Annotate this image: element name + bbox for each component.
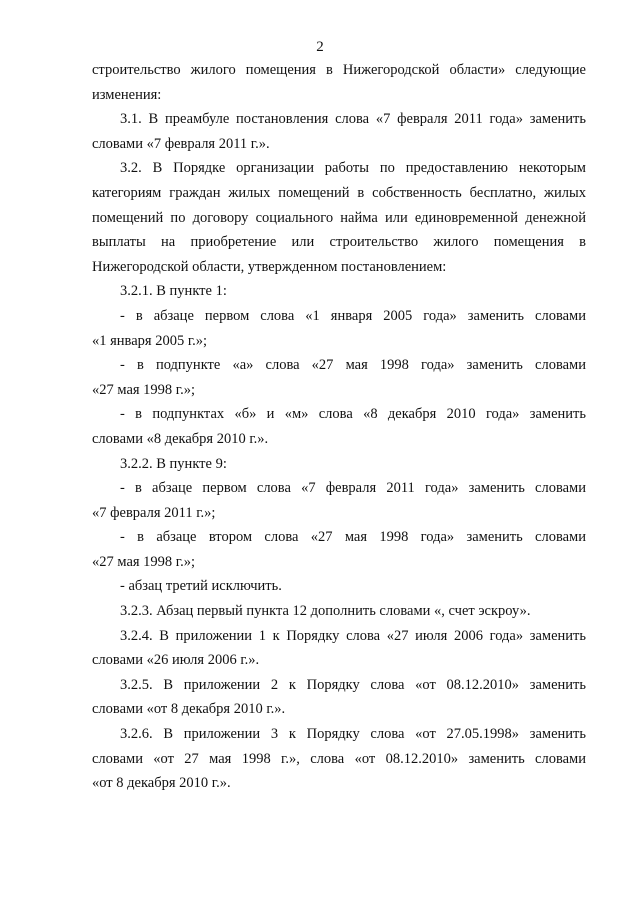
text-line: - в подпунктах «б» и «м» слова «8 декабря 2010 года» заменить: [120, 406, 586, 423]
text-line: словами «8 декабря 2010 г.».: [92, 430, 269, 447]
text-line: - абзац третий исключить.: [120, 578, 282, 595]
text-line: словами «от 8 декабря 2010 г.».: [92, 701, 286, 718]
text-line: «от 8 декабря 2010 г.».: [92, 775, 231, 792]
text-line: «7 февраля 2011 г.»;: [92, 504, 216, 521]
text-line: 3.2.6. В приложении 3 к Порядку слова «от 27.05.1998» заменить: [120, 726, 586, 743]
text-line: изменения:: [92, 86, 162, 103]
text-line: - в подпункте «а» слова «27 мая 1998 года» заменить словами: [120, 357, 586, 374]
text-line: категориям граждан жилых помещений в собственность бесплатно, жилых: [92, 184, 586, 201]
text-line: помещений по договору социального найма или единовременной денежной: [92, 209, 586, 226]
text-line: - в абзаце первом слова «1 января 2005 года» заменить словами: [120, 307, 586, 324]
text-line: строительство жилого помещения в Нижегородской области» следующие: [92, 62, 586, 78]
document-body: [92, 58, 586, 796]
text-line: «1 января 2005 г.»;: [92, 332, 208, 349]
text-line: 3.2.3. Абзац первый пункта 12 дополнить словами «, счет эскроу».: [120, 603, 531, 620]
page-number: 2: [316, 39, 324, 55]
text-line: «27 мая 1998 г.»;: [92, 381, 196, 398]
text-line: 3.2.2. В пункте 9:: [120, 455, 227, 472]
text-line: 3.2.4. В приложении 1 к Порядку слова «27 июля 2006 года» заменить: [120, 627, 586, 644]
text-line: словами «26 июля 2006 г.».: [92, 652, 260, 669]
text-line: 3.2.5. В приложении 2 к Порядку слова «от 08.12.2010» заменить: [120, 676, 586, 693]
text-line: словами «7 февраля 2011 г.».: [92, 135, 270, 152]
text-line: - в абзаце первом слова «7 февраля 2011 года» заменить словами: [120, 480, 586, 497]
text-line: - в абзаце втором слова «27 мая 1998 года» заменить словами: [120, 529, 586, 546]
text-line: 3.2. В Порядке организации работы по предоставлению некоторым: [120, 160, 586, 177]
text-line: словами «от 27 мая 1998 г.», слова «от 08.12.2010» заменить словами: [92, 750, 586, 767]
text-line: Нижегородской области, утвержденном постановлением:: [92, 258, 447, 275]
text-line: 3.1. В преамбуле постановления слова «7 февраля 2011 года» заменить: [120, 111, 586, 128]
text-line: выплаты на приобретение или строительство жилого помещения в: [92, 234, 586, 251]
text-line: 3.2.1. В пункте 1:: [120, 283, 227, 300]
text-line: «27 мая 1998 г.»;: [92, 553, 196, 570]
